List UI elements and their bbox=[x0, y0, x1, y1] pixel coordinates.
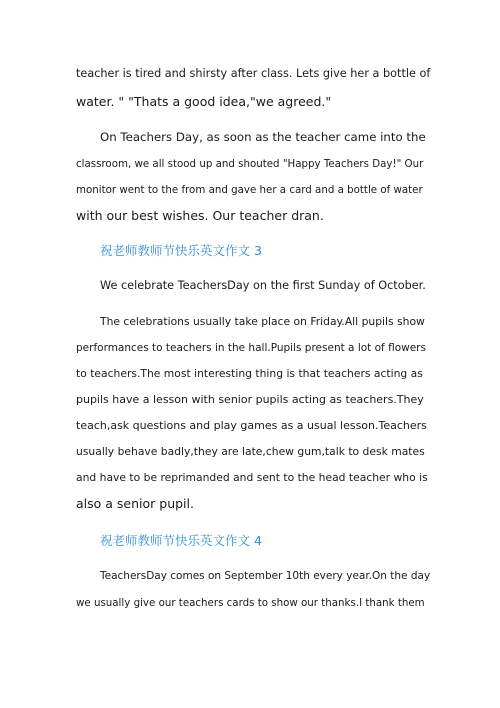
text-line: to teachers.The most interesting thing is that teachers acting as bbox=[76, 367, 423, 380]
text-line: also a senior pupil. bbox=[76, 496, 194, 511]
text-line: classroom, we all stood up and shouted "Happy Teachers Day!" Our bbox=[76, 158, 424, 170]
paragraph-first-line: TeachersDay comes on September 10th every year.On the day bbox=[100, 570, 431, 582]
text-line: usually behave badly,they are late,chew gum,talk to desk mates bbox=[76, 445, 425, 458]
text-line: monitor went to the from and gave her a card and a bottle of water bbox=[76, 184, 423, 196]
text-line: pupils have a lesson with senior pupils acting as teachers.They bbox=[76, 393, 424, 406]
text-line: we usually give our teachers cards to show our thanks.I thank them bbox=[76, 597, 425, 609]
text-line: water. " "Thats a good idea,"we agreed." bbox=[76, 94, 332, 109]
section-heading-3: 祝老师教师节快乐英文作文 3 bbox=[100, 243, 262, 258]
text-line: teacher is tired and shirsty after class. Lets give her a bottle of bbox=[76, 67, 431, 80]
paragraph-first-line: On Teachers Day, as soon as the teacher came into the bbox=[100, 130, 426, 144]
paragraph-first-line: The celebrations usually take place on Friday.All pupils show bbox=[100, 315, 425, 328]
text-line: performances to teachers in the hall.Pupils present a lot of flowers bbox=[76, 342, 426, 354]
text-line: and have to be reprimanded and sent to the head teacher who is bbox=[76, 471, 428, 484]
text-line: with our best wishes. Our teacher dran. bbox=[76, 208, 324, 223]
text-line: teach,ask questions and play games as a usual lesson.Teachers bbox=[76, 419, 427, 432]
section-heading-4: 祝老师教师节快乐英文作文 4 bbox=[100, 533, 262, 548]
paragraph-first-line: We celebrate TeachersDay on the first Sunday of October. bbox=[100, 279, 426, 292]
